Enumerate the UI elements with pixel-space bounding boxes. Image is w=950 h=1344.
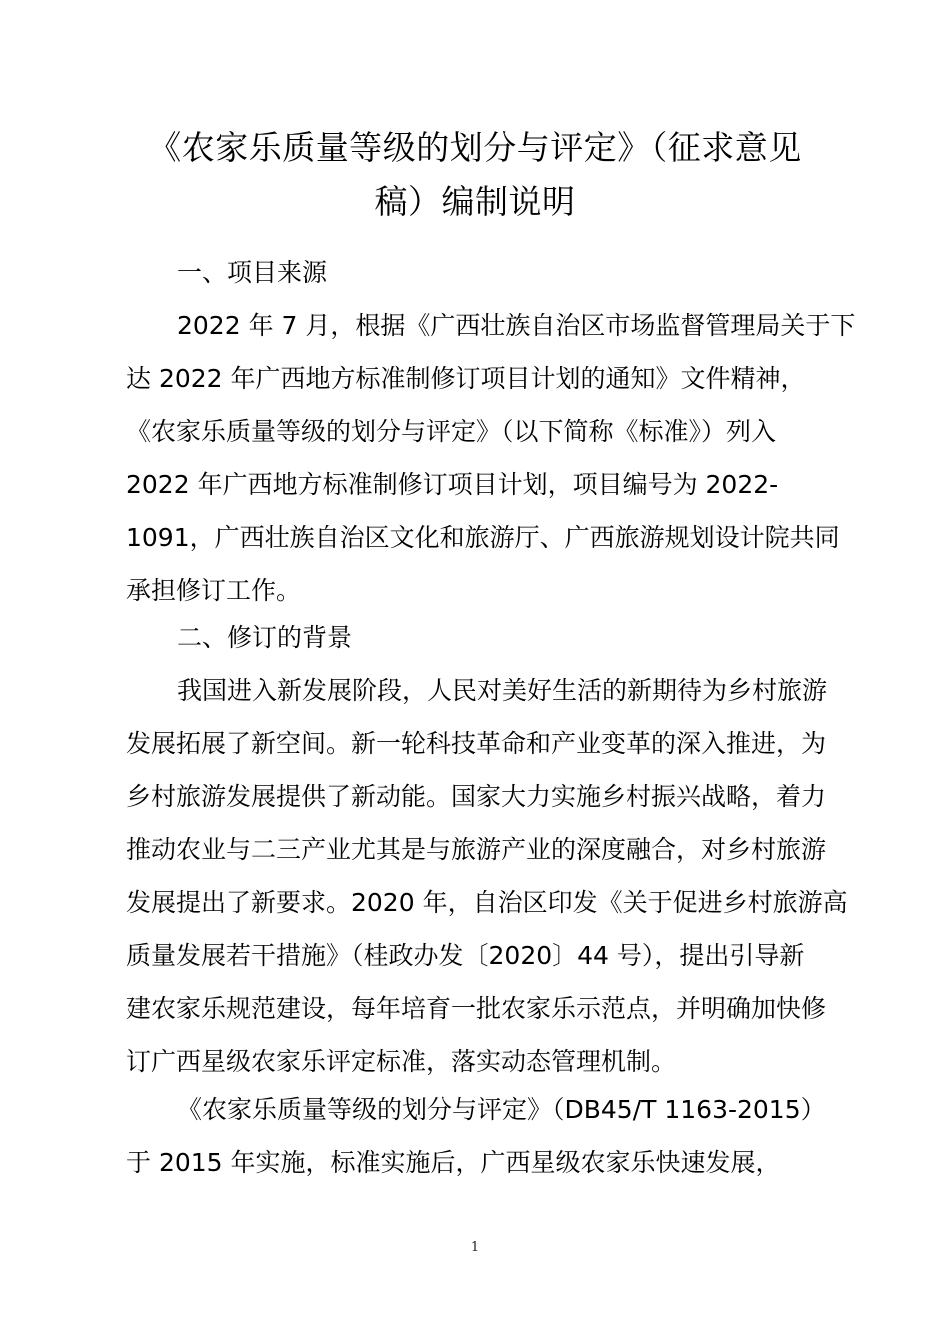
paragraph-line: 达 2022 年广西地方标准制修订项目计划的通知》文件精神， [126, 364, 806, 393]
page-number: 1 [470, 1240, 480, 1255]
paragraph-line: 2022 年 7 月，根据《广西壮族自治区市场监督管理局关于下 [177, 311, 856, 340]
paragraph-line: 《农家乐质量等级的划分与评定》（以下简称《标准》）列入 [126, 417, 777, 446]
paragraph-line: 质量发展若干措施》（桂政办发〔2020〕44 号），提出引导新 [126, 941, 805, 970]
paragraph-line: 建农家乐规范建设，每年培育一批农家乐示范点，并明确加快修 [126, 994, 827, 1023]
paragraph-line: 《农家乐质量等级的划分与评定》（DB45/T 1163-2015） [177, 1095, 826, 1124]
title-line: 《农家乐质量等级的划分与评定》（征求意见 [148, 128, 802, 167]
paragraph-line: 承担修订工作。 [126, 576, 302, 605]
paragraph-line: 我国进入新发展阶段，人民对美好生活的新期待为乡村旅游 [177, 676, 828, 705]
section-heading: 二、修订的背景 [177, 623, 353, 652]
document-title [100, 121, 850, 229]
section-heading: 一、项目来源 [177, 258, 328, 287]
paragraph-line: 2022 年广西地方标准制修订项目计划，项目编号为 2022- [126, 470, 779, 499]
paragraph-line: 发展拓展了新空间。新一轮科技革命和产业变革的深入推进，为 [126, 729, 827, 758]
title-line: 稿）编制说明 [374, 182, 576, 221]
section-project-source [126, 246, 866, 617]
section-standard-history [126, 1083, 866, 1189]
section-revision-background [126, 611, 866, 1088]
paragraph-line: 于 2015 年实施，标准实施后，广西星级农家乐快速发展， [126, 1148, 781, 1177]
paragraph-line: 1091，广西壮族自治区文化和旅游厅、广西旅游规划设计院共同 [126, 523, 840, 552]
paragraph-line: 订广西星级农家乐评定标准，落实动态管理机制。 [126, 1047, 677, 1076]
paragraph-line: 乡村旅游发展提供了新动能。国家大力实施乡村振兴战略，着力 [126, 782, 827, 811]
paragraph-line: 推动农业与二三产业尤其是与旅游产业的深度融合，对乡村旅游 [126, 835, 827, 864]
paragraph-line: 发展提出了新要求。2020 年，自治区印发《关于促进乡村旅游高 [126, 888, 848, 917]
